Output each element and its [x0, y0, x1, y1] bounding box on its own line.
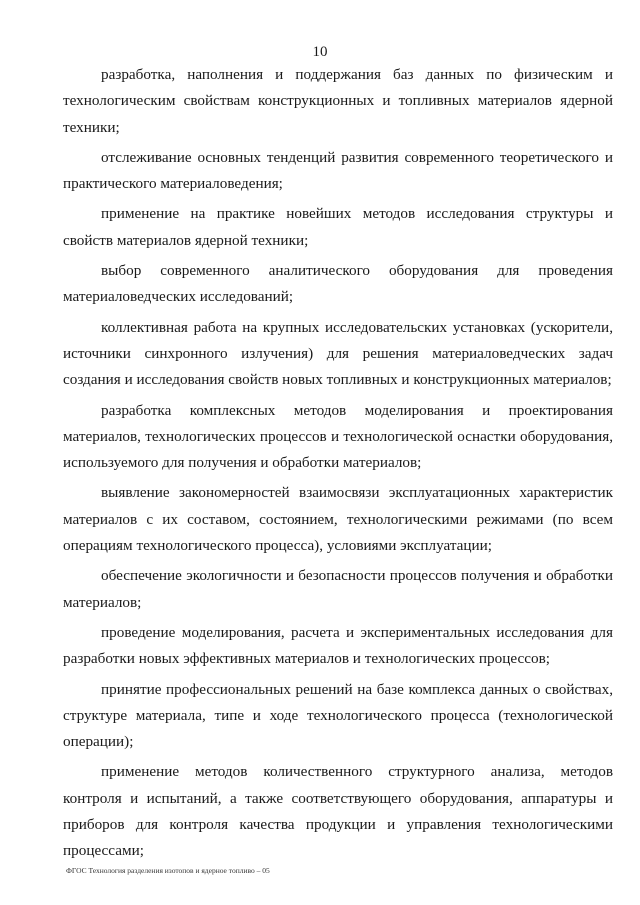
body-text — [63, 62, 613, 869]
paragraph: выбор современного аналитического оборудования для проведения материаловедческих исследований; — [63, 262, 613, 306]
paragraph: обеспечение экологичности и безопасности процессов получения и обработки материалов; — [63, 567, 613, 611]
paragraph: разработка, наполнения и поддержания баз данных по физическим и технологическим свойствам конструкционных и топливных материалов ядерной техники; — [63, 66, 613, 136]
paragraph: применение методов количественного структурного анализа, методов контроля и испытаний, а также соответствующего оборудования, аппаратуры и приборов для контроля качества продукции и управления технологическими процессами; — [63, 763, 613, 860]
paragraph: проведение моделирования, расчета и экспериментальных исследования для разработки новых эффективных материалов и технологических процессов; — [63, 623, 613, 668]
paragraph: отслеживание основных тенденций развития современного теоретического и практического материаловедения; — [63, 148, 613, 193]
paragraph: принятие профессиональных решений на базе комплекса данных о свойствах, структуре материала, типе и ходе технологического процесса (технологической операции); — [63, 680, 613, 751]
page-footer: ФГОС Технология разделения изотопов и ядерное топливо – 05 — [66, 866, 270, 875]
paragraph: разработка комплексных методов моделирования и проектирования материалов, технологических процессов и технологической оснастки оборудования, используемого для получения и обработки материалов; — [63, 401, 613, 472]
paragraph: коллективная работа на крупных исследовательских установках (ускорители, источники синхронного излучения) для решения материаловедческих задач создания и исследования свойств новых топливных и конструкционных материалов; — [63, 318, 613, 389]
paragraph: применение на практике новейших методов исследования структуры и свойств материалов ядерной техники; — [63, 205, 613, 249]
page-number: 10 — [312, 44, 328, 60]
paragraph: выявление закономерностей взаимосвязи эксплуатационных характеристик материалов с их составом, состоянием, технологическими режимами (по всем операциям технологического процесса), условиями эксплуатации; — [63, 484, 613, 555]
